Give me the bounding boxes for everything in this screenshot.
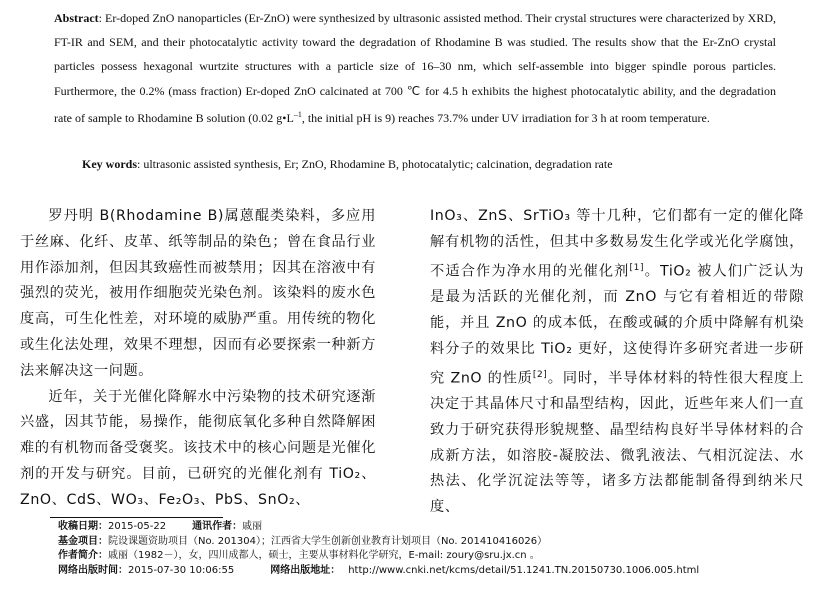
footnote-fund-row <box>58 535 818 550</box>
abstract-text: : Er-doped ZnO nanoparticles (Er-ZnO) were synthesized by ultrasonic assisted method. Their crystal structures were characterized by XRD, FT-IR and SEM, and their photocatalytic activity toward the degradation of Rhodamine B was studied. The results show that the Er-ZnO crystal particles possess hexagonal wurtzite structures with a particle size of 16–30 nm, which self-assemble into bigger spindle porous particles. Furthermore, the 0.2% (mass fraction) Er-doped ZnO calcinated at 700 ℃ for 4.5 h exhibits the highest photocatalytic ability, and the degradation rate of sample to Rhodamine B solution (0.02 g•L <box>54 11 776 125</box>
corresponding-label: 通讯作者： <box>192 521 243 532</box>
keywords-text: : ultrasonic assisted synthesis, Er; ZnO, Rhodamine B, photocatalytic; calcination, degradation rate <box>137 157 613 171</box>
footnote-divider <box>50 517 223 518</box>
paragraph-intro: 罗丹明 B(Rhodamine B)属蒽醌类染料，多应用于丝麻、化纤、皮革、纸等制品的染色；曾在食品行业用作添加剂，但因其致癌性而被禁用；因其在溶液中有强烈的荧光，被用作细胞荧光染色剂。该染料的废水色度高，可生化性差，对环境的威胁严重。用传统的物化或生化法处理，效果不理想，因而有必要探索一种新方法来解决这一问题。 <box>20 208 376 379</box>
paragraph-part-3: 。同时，半导体材料的特性很大程度上决定于其晶体尺寸和晶型结构，因此，近些年来人们一直致力于研究获得形貌规整、晶型结构良好半导体材料的合成新方法，如溶胶-凝胶法、微乳液法、气相沉淀法、水热法、化学沉淀法等等，诸多方法都能制备得到纳米尺度、 <box>430 370 804 516</box>
puburl-link[interactable]: http://www.cnki.net/kcms/detail/51.1241.TN.20150730.1006.005.html <box>348 564 700 576</box>
pubtime-label: 网络出版时间： <box>58 564 128 576</box>
fund-label: 基金项目： <box>58 535 108 547</box>
author-text: 戚丽（1982－），女，四川成都人，硕士，主要从事材料化学研究，E-mail: zoury@sru.jx.cn 。 <box>108 550 540 561</box>
abstract-label: Abstract <box>54 11 99 25</box>
paragraph-photocatalysis: 近年，关于光催化降解水中污染物的技术研究逐渐兴盛，因其节能，易操作，能彻底氧化多种自然降解困难的有机物而备受褒奖。该技术中的核心问题是光催化剂的开发与研究。目前，已研究的光催化剂有 TiO₂、ZnO、CdS、WO₃、Fe₂O₃、PbS、SnO₂、 <box>20 388 376 508</box>
footnote-publication-row <box>58 564 818 579</box>
pubtime-value: 2015-07-30 10:06:55 <box>128 564 235 576</box>
corresponding-author: 戚丽 <box>242 521 263 532</box>
paragraph-part-1: InO₃、ZnS、SrTiO₃ 等十几种，它们都有一定的催化降解有机物的活性，但其中多数易发生化学或光化学腐蚀，不适合作为净水用的光催化剂 <box>430 208 804 280</box>
body-column-left <box>20 204 376 514</box>
footnote-received-row <box>58 520 818 535</box>
paragraph-part-2: 。TiO₂ 被人们广泛认为是最为活跃的光催化剂，而 ZnO 与它有着相近的带隙能，并且 ZnO 的成本低，在酸或碱的介质中降解有机染料分子的效果比 TiO₂ 更好，这使得许多研究者进一步研究 ZnO 的性质 <box>430 263 804 387</box>
abstract <box>54 6 776 130</box>
abstract-superscript: –1 <box>293 109 302 119</box>
received-label: 收稿日期： <box>58 521 108 532</box>
keywords <box>82 154 782 174</box>
citation-2[interactable]: [2] <box>532 369 548 380</box>
puburl-label: 网络出版地址： <box>270 564 341 576</box>
keywords-label: Key words <box>82 157 137 171</box>
author-label: 作者简介： <box>58 550 108 561</box>
abstract-text-continued: , the initial pH is 9) reaches 73.7% under UV irradiation for 3 h at room temperature. <box>301 110 710 125</box>
fund-text: 院设课题资助项目（No. 201304）；江西省大学生创新创业教育计划项目（No. 201410416026） <box>108 535 548 547</box>
footnote-author-row <box>58 549 818 564</box>
paragraph-continued <box>430 204 804 521</box>
citation-1[interactable]: [1] <box>629 262 645 273</box>
body-column-right <box>430 204 804 521</box>
received-date: 2015-05-22 <box>108 521 167 532</box>
footnote <box>58 520 818 578</box>
